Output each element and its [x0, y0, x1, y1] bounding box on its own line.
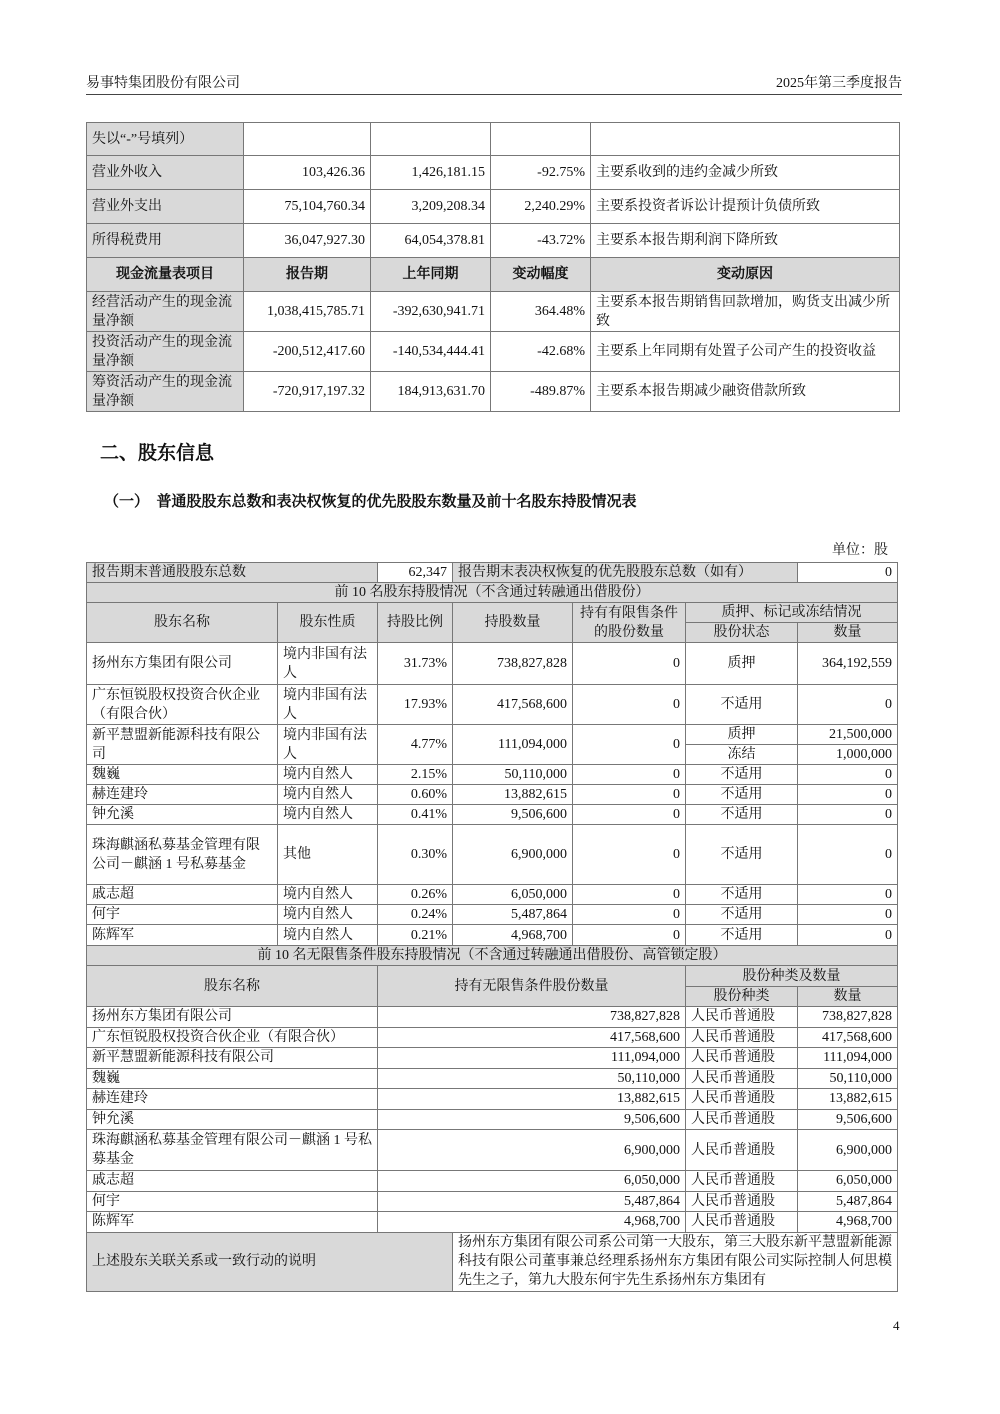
unrestricted-count: 417,568,600	[378, 1027, 686, 1048]
row-label: 投资活动产生的现金流量净额	[87, 332, 244, 372]
restricted-count: 0	[573, 685, 686, 725]
change-reason: 主要系收到的违约金减少所致	[591, 156, 900, 190]
prior-value: -392,630,941.71	[371, 292, 491, 332]
unrestricted-count: 5,487,864	[378, 1191, 686, 1212]
section-title: 二、股东信息	[100, 443, 215, 464]
shareholder-nature: 境内非国有法人	[278, 643, 378, 685]
table-header-row	[87, 966, 898, 987]
share-kind: 人民币普通股	[686, 1007, 798, 1028]
change-reason: 主要系上年同期有处置子公司产生的投资收益	[591, 332, 900, 372]
restricted-count: 0	[573, 805, 686, 825]
row-label: 营业外支出	[87, 190, 244, 224]
holding-ratio: 2.15%	[378, 765, 453, 785]
table-row	[87, 1171, 898, 1192]
change-reason: 主要系投资者诉讼计提预计负债所致	[591, 190, 900, 224]
current-value: 1,038,415,785.71	[244, 292, 371, 332]
table-row	[87, 372, 900, 412]
share-kind: 人民币普通股	[686, 1191, 798, 1212]
share-qty: 6,050,000	[798, 1171, 898, 1192]
table-row	[87, 765, 898, 785]
unrestricted-count: 50,110,000	[378, 1068, 686, 1089]
restricted-count: 0	[573, 785, 686, 805]
share-qty: 9,506,600	[798, 1109, 898, 1130]
table-row	[87, 332, 900, 372]
empty-cell	[491, 123, 591, 156]
shareholder-name: 赫连建玲	[87, 785, 278, 805]
shareholder-name: 钟允溪	[87, 1109, 378, 1130]
shareholder-name: 陈辉军	[87, 925, 278, 946]
table-row	[87, 123, 900, 156]
section-subtitle: （一） 普通股股东总数和表决权恢复的优先股股东数量及前十名股东持股情况表	[104, 494, 637, 510]
pledge-qty: 0	[798, 685, 898, 725]
pledge-status: 不适用	[686, 785, 798, 805]
relation-label: 上述股东关联关系或一致行动的说明	[87, 1232, 453, 1291]
shareholder-nature: 境内自然人	[278, 905, 378, 925]
unit-label: 单位：股	[832, 543, 888, 558]
pledge-status: 质押	[686, 643, 798, 685]
holding-count: 50,110,000	[453, 765, 573, 785]
pledge-status: 不适用	[686, 925, 798, 946]
holding-count: 738,827,828	[453, 643, 573, 685]
table-row	[87, 643, 898, 685]
shareholder-nature: 境内自然人	[278, 925, 378, 946]
unrestricted-count: 111,094,000	[378, 1048, 686, 1069]
shareholder-nature: 境内自然人	[278, 805, 378, 825]
row-label: 筹资活动产生的现金流量净额	[87, 372, 244, 412]
shareholder-name: 赫连建玲	[87, 1089, 378, 1110]
restricted-count: 0	[573, 885, 686, 905]
share-qty: 50,110,000	[798, 1068, 898, 1089]
prior-value: 3,209,208.34	[371, 190, 491, 224]
holding-count: 13,882,615	[453, 785, 573, 805]
column-header: 数量	[798, 623, 898, 643]
holding-count: 5,487,864	[453, 905, 573, 925]
pledge-qty: 1,000,000	[798, 745, 898, 765]
shareholder-nature: 境内自然人	[278, 885, 378, 905]
total-shareholders-label: 报告期末普通股股东总数	[87, 563, 378, 583]
pledge-qty: 364,192,559	[798, 643, 898, 685]
total-shareholders-value: 62,347	[378, 563, 453, 583]
relation-row	[87, 1232, 898, 1291]
column-header: 持股比例	[378, 603, 453, 643]
pledge-status: 冻结	[686, 745, 798, 765]
preferred-shareholders-label: 报告期末表决权恢复的优先股股东总数（如有）	[453, 563, 798, 583]
row-label: 所得税费用	[87, 224, 244, 258]
table-row	[87, 1007, 898, 1028]
column-header: 现金流量表项目	[87, 258, 244, 292]
unrestricted-title: 前 10 名无限售条件股东持股情况（不含通过转融通出借股份、高管锁定股）	[87, 946, 898, 966]
share-kind: 人民币普通股	[686, 1027, 798, 1048]
shareholder-nature: 境内非国有法人	[278, 725, 378, 765]
table-row	[87, 725, 898, 745]
pledge-status: 不适用	[686, 885, 798, 905]
share-qty: 111,094,000	[798, 1048, 898, 1069]
unrestricted-count: 4,968,700	[378, 1212, 686, 1233]
pledge-status: 质押	[686, 725, 798, 745]
shareholder-name: 钟允溪	[87, 805, 278, 825]
table-header-row	[87, 258, 900, 292]
row-label: 营业外收入	[87, 156, 244, 190]
column-header: 上年同期	[371, 258, 491, 292]
holding-count: 9,506,600	[453, 805, 573, 825]
prior-value: -140,534,444.41	[371, 332, 491, 372]
shareholder-name: 新平慧盟新能源科技有限公司	[87, 1048, 378, 1069]
pledge-qty: 0	[798, 905, 898, 925]
current-value: 36,047,927.30	[244, 224, 371, 258]
restricted-count: 0	[573, 825, 686, 885]
table-row	[87, 190, 900, 224]
holding-ratio: 0.24%	[378, 905, 453, 925]
column-header: 变动原因	[591, 258, 900, 292]
table-row	[87, 1130, 898, 1171]
change-pct: -43.72%	[491, 224, 591, 258]
table-row	[87, 156, 900, 190]
preferred-shareholders-value: 0	[798, 563, 898, 583]
column-header: 股东名称	[87, 603, 278, 643]
prior-value: 184,913,631.70	[371, 372, 491, 412]
relation-text: 扬州东方集团有限公司系公司第一大股东，第三大股东新平慧盟新能源科技有限公司董事兼总经理系扬州东方集团有限公司实际控制人何思模先生之子，第九大股东何宇先生系扬州东方集团有	[453, 1232, 898, 1291]
shareholder-name: 广东恒锐股权投资合伙企业（有限合伙）	[87, 685, 278, 725]
empty-cell	[371, 123, 491, 156]
column-header: 股份状态	[686, 623, 798, 643]
pledge-status: 不适用	[686, 825, 798, 885]
holding-ratio: 0.21%	[378, 925, 453, 946]
unrestricted-count: 738,827,828	[378, 1007, 686, 1028]
column-header: 变动幅度	[491, 258, 591, 292]
current-value: -200,512,417.60	[244, 332, 371, 372]
shareholder-name: 陈辉军	[87, 1212, 378, 1233]
share-qty: 417,568,600	[798, 1027, 898, 1048]
shareholder-nature: 境内自然人	[278, 765, 378, 785]
prior-value: 1,426,181.15	[371, 156, 491, 190]
table-row	[87, 1048, 898, 1069]
holding-count: 6,900,000	[453, 825, 573, 885]
holding-ratio: 0.41%	[378, 805, 453, 825]
share-kind: 人民币普通股	[686, 1171, 798, 1192]
pledge-status: 不适用	[686, 805, 798, 825]
table-row	[87, 885, 898, 905]
unrestricted-count: 6,900,000	[378, 1130, 686, 1171]
row-label: 失以“-”号填列）	[87, 123, 244, 156]
column-header: 股份种类及数量	[686, 966, 898, 987]
table-row	[87, 685, 898, 725]
section-title-row	[87, 583, 898, 603]
unrestricted-count: 9,506,600	[378, 1109, 686, 1130]
empty-cell	[244, 123, 371, 156]
prior-value: 64,054,378.81	[371, 224, 491, 258]
restricted-count: 0	[573, 725, 686, 765]
row-label: 经营活动产生的现金流量净额	[87, 292, 244, 332]
change-pct: -42.68%	[491, 332, 591, 372]
pledge-qty: 0	[798, 825, 898, 885]
share-qty: 4,968,700	[798, 1212, 898, 1233]
table-row	[87, 925, 898, 946]
current-value: 103,426.36	[244, 156, 371, 190]
holding-ratio: 31.73%	[378, 643, 453, 685]
pledge-status: 不适用	[686, 685, 798, 725]
column-header: 报告期	[244, 258, 371, 292]
shareholder-name: 魏巍	[87, 1068, 378, 1089]
section-title-row	[87, 946, 898, 966]
table-row	[87, 1109, 898, 1130]
shareholder-name: 何宇	[87, 1191, 378, 1212]
shareholder-nature: 其他	[278, 825, 378, 885]
shareholder-name: 珠海麒涵私募基金管理有限公司－麒涵 1 号私募基金	[87, 825, 278, 885]
pledge-status: 不适用	[686, 905, 798, 925]
table-row	[87, 805, 898, 825]
unrestricted-count: 13,882,615	[378, 1089, 686, 1110]
holding-count: 111,094,000	[453, 725, 573, 765]
shareholder-name: 何宇	[87, 905, 278, 925]
change-pct: -92.75%	[491, 156, 591, 190]
change-pct: 364.48%	[491, 292, 591, 332]
table-header-row	[87, 603, 898, 623]
table-row	[87, 825, 898, 885]
table-row	[87, 1068, 898, 1089]
share-qty: 5,487,864	[798, 1191, 898, 1212]
shareholder-nature: 境内自然人	[278, 785, 378, 805]
summary-row	[87, 563, 898, 583]
holding-ratio: 0.26%	[378, 885, 453, 905]
pledge-qty: 21,500,000	[798, 725, 898, 745]
current-value: 75,104,760.34	[244, 190, 371, 224]
change-pct: 2,240.29%	[491, 190, 591, 224]
page-number: 4	[893, 1318, 900, 1333]
shareholder-name: 扬州东方集团有限公司	[87, 1007, 378, 1028]
share-kind: 人民币普通股	[686, 1089, 798, 1110]
column-header: 持股数量	[453, 603, 573, 643]
share-kind: 人民币普通股	[686, 1212, 798, 1233]
pledge-qty: 0	[798, 785, 898, 805]
column-header: 持有无限售条件股份数量	[378, 966, 686, 1007]
pledge-qty: 0	[798, 925, 898, 946]
change-pct: -489.87%	[491, 372, 591, 412]
table-row	[87, 905, 898, 925]
holding-ratio: 4.77%	[378, 725, 453, 765]
column-header: 质押、标记或冻结情况	[686, 603, 898, 623]
share-qty: 6,900,000	[798, 1130, 898, 1171]
header-report: 2025年第三季度报告	[776, 76, 902, 91]
column-header: 持有有限售条件的股份数量	[573, 603, 686, 643]
share-kind: 人民币普通股	[686, 1048, 798, 1069]
restricted-count: 0	[573, 643, 686, 685]
pledge-qty: 0	[798, 805, 898, 825]
change-reason: 主要系本报告期减少融资借款所致	[591, 372, 900, 412]
pledge-qty: 0	[798, 765, 898, 785]
income-cashflow-table	[86, 122, 900, 412]
table-row	[87, 1089, 898, 1110]
holding-count: 4,968,700	[453, 925, 573, 946]
shareholder-nature: 境内非国有法人	[278, 685, 378, 725]
header-divider	[86, 94, 902, 95]
shareholder-name: 珠海麒涵私募基金管理有限公司－麒涵 1 号私募基金	[87, 1130, 378, 1171]
share-qty: 738,827,828	[798, 1007, 898, 1028]
holding-ratio: 0.30%	[378, 825, 453, 885]
table-row	[87, 1191, 898, 1212]
change-reason: 主要系本报告期利润下降所致	[591, 224, 900, 258]
shareholder-name: 新平慧盟新能源科技有限公司	[87, 725, 278, 765]
holding-ratio: 17.93%	[378, 685, 453, 725]
top10-title: 前 10 名股东持股情况（不含通过转融通出借股份）	[87, 583, 898, 603]
current-value: -720,917,197.32	[244, 372, 371, 412]
share-qty: 13,882,615	[798, 1089, 898, 1110]
pledge-status: 不适用	[686, 765, 798, 785]
holding-ratio: 0.60%	[378, 785, 453, 805]
shareholder-name: 广东恒锐股权投资合伙企业（有限合伙）	[87, 1027, 378, 1048]
holding-count: 417,568,600	[453, 685, 573, 725]
table-row	[87, 1212, 898, 1233]
restricted-count: 0	[573, 905, 686, 925]
shareholder-table	[86, 562, 898, 1292]
shareholder-name: 扬州东方集团有限公司	[87, 643, 278, 685]
restricted-count: 0	[573, 765, 686, 785]
column-header: 数量	[798, 987, 898, 1007]
column-header: 股份种类	[686, 987, 798, 1007]
table-row	[87, 785, 898, 805]
restricted-count: 0	[573, 925, 686, 946]
table-row	[87, 292, 900, 332]
table-row	[87, 224, 900, 258]
column-header: 股东名称	[87, 966, 378, 1007]
share-kind: 人民币普通股	[686, 1109, 798, 1130]
table-row	[87, 1027, 898, 1048]
pledge-qty: 0	[798, 885, 898, 905]
share-kind: 人民币普通股	[686, 1130, 798, 1171]
shareholder-name: 戚志超	[87, 1171, 378, 1192]
column-header: 股东性质	[278, 603, 378, 643]
shareholder-name: 魏巍	[87, 765, 278, 785]
empty-cell	[591, 123, 900, 156]
change-reason: 主要系本报告期销售回款增加，购货支出减少所致	[591, 292, 900, 332]
unrestricted-count: 6,050,000	[378, 1171, 686, 1192]
header-company: 易事特集团股份有限公司	[86, 76, 240, 91]
shareholder-name: 戚志超	[87, 885, 278, 905]
holding-count: 6,050,000	[453, 885, 573, 905]
share-kind: 人民币普通股	[686, 1068, 798, 1089]
